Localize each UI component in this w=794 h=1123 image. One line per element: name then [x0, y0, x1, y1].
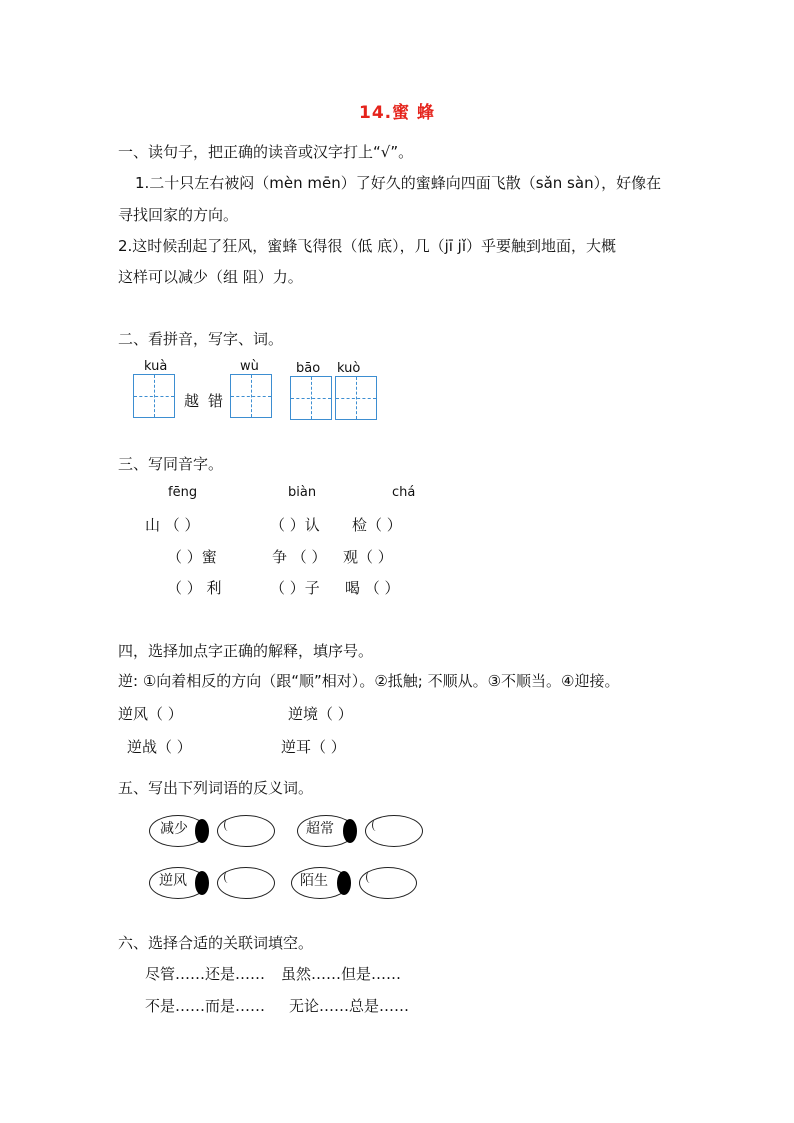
eye-icon [195, 819, 209, 843]
nijing: 逆境（ ） [288, 705, 353, 723]
eye-highlight-icon [224, 871, 232, 883]
conj-2: 虽然……但是…… [281, 965, 402, 983]
eye-highlight-icon [224, 819, 232, 831]
r3c3: 喝 （ ） [345, 579, 400, 597]
s1-line1b: 寻找回家的方向。 [118, 206, 239, 224]
r1c2: （ ）认 [270, 516, 320, 534]
pinyin-wu: wù [240, 359, 259, 374]
oval-word-mosheng: 陌生 [300, 873, 328, 889]
r3c2: （ ）子 [270, 579, 320, 597]
word-cuo: 错 [208, 392, 224, 410]
eye-highlight-icon [366, 871, 374, 883]
pinyin-kua: kuà [144, 359, 168, 374]
conj-1: 尽管……还是…… [145, 965, 266, 983]
pinyin-bao: bāo [296, 361, 321, 376]
conj-3: 不是……而是…… [145, 997, 266, 1015]
ni-definition: 逆: ①向着相反的方向（跟“顺”相对）。②抵触; 不顺从。③不顺当。④迎接。 [118, 672, 620, 690]
r2c2: 争 （ ） [272, 548, 327, 566]
conj-4: 无论……总是…… [289, 997, 410, 1015]
oval-word-nifeng: 逆风 [159, 873, 187, 889]
writing-box-1[interactable] [133, 374, 175, 418]
r1c1: 山 （ ） [145, 516, 200, 534]
nifeng: 逆风（ ） [118, 705, 183, 723]
pinyin-cha: chá [392, 485, 416, 500]
writing-box-3[interactable] [290, 376, 332, 420]
eye-icon [195, 871, 209, 895]
r3c1: （ ） 利 [167, 579, 222, 597]
r1c3: 检（ ） [352, 516, 402, 534]
r2c1: （ ）蜜 [167, 548, 217, 566]
eye-highlight-icon [372, 819, 380, 831]
section-2-heading: 二、看拼音，写字、词。 [118, 330, 284, 348]
s1-line2a: 2.这时候刮起了狂风，蜜蜂飞得很（低 底），几（jī jǐ）乎要触到地面，大概 [118, 237, 617, 255]
section-1-heading: 一、读句子，把正确的读音或汉字打上“√”。 [118, 143, 414, 161]
eye-icon [337, 871, 351, 895]
page-title: 14.蜜 蜂 [359, 103, 436, 123]
s1-line2b: 这样可以减少（组 阻）力。 [118, 268, 303, 286]
pinyin-bian: biàn [288, 485, 317, 500]
eye-icon [343, 819, 357, 843]
nier: 逆耳（ ） [281, 738, 346, 756]
nizhan: 逆战（ ） [127, 738, 192, 756]
oval-word-jianshao: 减少 [160, 821, 188, 837]
pinyin-kuo: kuò [337, 361, 361, 376]
writing-box-2[interactable] [230, 374, 272, 418]
section-4-heading: 四，选择加点字正确的解释，填序号。 [118, 642, 374, 660]
section-6-heading: 六、选择合适的关联词填空。 [118, 934, 314, 952]
section-5-heading: 五、写出下列词语的反义词。 [118, 779, 314, 797]
writing-box-4[interactable] [335, 376, 377, 420]
word-yue: 越 [184, 392, 200, 410]
pinyin-feng: fēng [168, 485, 198, 500]
r2c3: 观（ ） [343, 548, 393, 566]
section-3-heading: 三、写同音字。 [118, 455, 224, 473]
oval-word-chaochang: 超常 [306, 821, 334, 837]
s1-line1a: 1.二十只左右被闷（mèn mēn）了好久的蜜蜂向四面飞散（sǎn sàn），好像在 [135, 174, 662, 192]
